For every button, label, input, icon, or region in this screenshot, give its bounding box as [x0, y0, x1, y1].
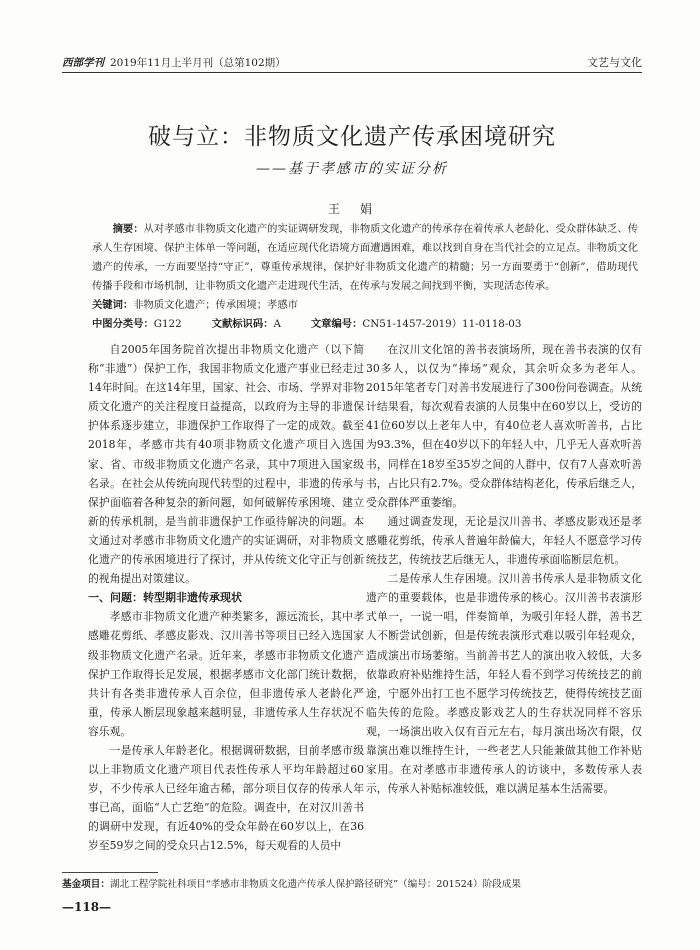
funding-footnote — [62, 876, 642, 890]
abstract — [92, 220, 638, 296]
abstract-label: 摘要： — [112, 223, 144, 235]
article-no-value: CN51-1457-2019）11-0118-03 — [362, 318, 522, 330]
body-column-left — [88, 340, 364, 856]
author-name: 王 娟 — [327, 202, 376, 216]
body-paragraph: 一是传承人年龄老化。根据调研数据，目前孝感市级以上非物质文化遗产项目代表性传承人平均年龄超过60岁，不少传承人已经年逾古稀，部分项目仅存的传承人年事已高，面临“人亡艺绝”的危险。调查中，在对汉川善书的调研中发现，有近40%的受众年龄在60岁以上，在36岁至59岁之间的受众只占12.5%，每天观看的人员中 — [88, 743, 364, 853]
journal-name: 西部学刊 — [62, 57, 104, 69]
footnote-label: 基金项目： — [62, 879, 110, 890]
body-paragraph: 自2005年国务院首次提出非物质文化遗产（以下简称“非遗”）保护工作，我国非物质文化遗产事业已经走过14年时间。在这14年里，国家、社会、市场、学界对非物质文化遗产的关注程度日益提高，以政府为主导的非遗保护体系逐步建立，非遗保护工作取得了一定的成效。截至2018年，孝感市共有40项非物质文化遗产项目入选国家、省、市级非物质文化遗产名录，其中7项进入国家级名录。在社会从传统向现代转型的过程中，非遗的传承与保护面临着各种复杂的新问题，如何破解传承困境、建立新的传承机制，是当前非遗保护工作亟待解决的问题。本文通过对孝感市非物质文化遗产的实证调研，对非物质文化遗产的传承困境进行了探讨，并从传统文化守正与创新的视角提出对策建议。 — [88, 343, 364, 586]
body-paragraph: 通过调查发现，无论是汉川善书、孝感皮影戏还是孝感雕花剪纸，传承人普遍年龄偏大，年轻人不愿意学习传统技艺，传统技艺后继无人，非遗传承面临断层危机。 — [366, 514, 642, 567]
doc-code-value: A — [273, 318, 281, 330]
footnote-text: 湖北工程学院社科项目“孝感市非物质文化遗产传承人保护路径研究”（编号：201524）阶段成果 — [109, 879, 521, 890]
issue-info: 2019年11月上半月刊（总第102期） — [110, 57, 286, 69]
classification-line — [92, 315, 638, 330]
article-no-label: 文章编号： — [310, 318, 363, 330]
abstract-text: 从对孝感市非物质文化遗产的实证调研发现，非物质文化遗产的传承存在着传承人老龄化、受众群体缺乏、传承人生存困境、保护主体单一等问题，在适应现代化语境方面遭遇困难，难以找到自身在当代社会的立足点。非物质文化遗产的传承，一方面要坚持“守正”，尊重传承规律，保护好非物质文化遗产的精髓；另一方面要勇于“创新”，借助现代传播手段和市场机制，让非物质文化遗产走进现代生活，在传承与发展之间找到平衡，实现活态传承。 — [92, 223, 639, 292]
clc-label: 中图分类号： — [92, 318, 154, 330]
doc-code-field — [212, 315, 281, 330]
footnote-rule — [62, 872, 158, 873]
body-paragraph: 在汉川文化馆的善书表演场所，现在善书表演的仅有30多人，以仅为“捧场”观众，其余听众多为老年人。2015年笔者专门对善书发展进行了300份问卷调查。从统计结果看，每次观看表演的人员集中在60岁以上，受访的41位60岁以上老年人中，有40位老人喜欢听善书，占比为93.3%，但在40岁以下的年轻人中，几乎无人喜欢听善书，同样在18岁至35岁之间的人群中，仅有7人喜欢听善书，占比只有2.7%。受众群体结构老化，传承后继乏人，受众群体严重萎缩。 — [366, 343, 642, 509]
body-paragraph: 二是传承人生存困境。汉川善书传承人是非物质文化遗产的重要载体，也是非遗传承的核心。汉川善书表演形式单一，一说一唱，伴奏简单，为吸引年轻人群，善书艺人不断尝试创新，但是传统表演形式难以吸引年轻观众，造成演出市场萎缩。当前善书艺人的演出收入较低，大多依靠政府补贴维持生活，年轻人看不到学习传统技艺的前途，宁愿外出打工也不愿学习传统技艺，使得传统技艺面临失传的危险。孝感皮影戏艺人的生存状况同样不容乐观，一场演出收入仅有百元左右，每月演出场次有限，仅靠演出难以维持生计，一些老艺人只能兼做其他工作补贴家用。在对孝感市非遗传承人的访谈中，多数传承人表示，传承人补贴标准较低，难以满足基本生活需要。 — [366, 572, 642, 796]
body-column-right — [366, 340, 642, 798]
running-header — [62, 52, 642, 70]
article-title: 破与立：非物质文化遗产传承困境研究 — [148, 124, 556, 150]
header-rule — [62, 72, 642, 73]
page-number: —118— — [62, 900, 112, 914]
clc-value: G122 — [153, 318, 182, 330]
doc-code-label: 文献标识码： — [211, 318, 274, 330]
keywords-label: 关键词： — [92, 299, 134, 311]
header-left — [62, 55, 286, 70]
clc-field — [92, 315, 182, 330]
keywords — [92, 296, 638, 311]
section-name: 文艺与文化 — [587, 56, 642, 69]
keywords-text: 非物质文化遗产；传承困境；孝感市 — [133, 299, 298, 311]
section-heading: 一、问题：转型期非遗传承现状 — [88, 591, 242, 605]
body-paragraph: 孝感市非物质文化遗产种类繁多，源远流长，其中孝感雕花剪纸、孝感皮影戏、汉川善书等项目已经入选国家级非物质文化遗产名录。近年来，孝感市非物质文化遗产保护工作取得长足发展，根据孝感市文化部门统计数据，共计有各类非遗传承人百余位，但非遗传承人老龄化严重，传承人断层现象越来越明显，非遗传承人生存状况不容乐观。 — [88, 610, 364, 738]
article-no-field — [311, 315, 522, 330]
article-subtitle: ——基于孝感市的实证分析 — [256, 161, 448, 177]
